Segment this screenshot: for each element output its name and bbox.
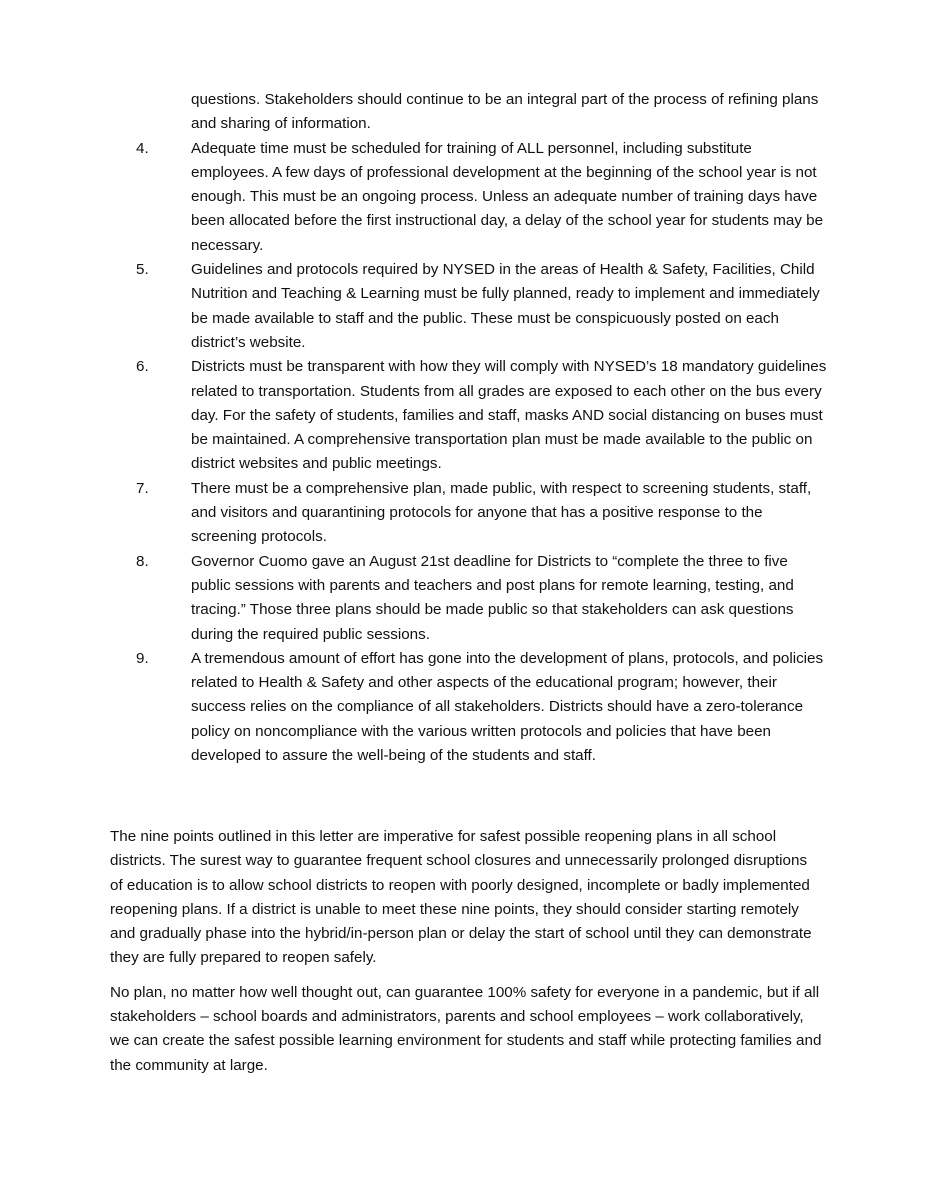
numbered-list [110,88,830,768]
list-item-number: 6. [136,358,149,376]
list-item-text: A tremendous amount of effort has gone into the development of plans, protocols, and policies related to Health & Safety and other aspects of the educational program; however, their success relies on the compliance of all stakeholders. Districts should have a zero-tolerance policy on noncompliance with the various written protocols and policies that have been developed to assure the well-being of the students and staff. [191,649,824,765]
list-item-text: Districts must be transparent with how they will comply with NYSED’s 18 mandatory guidelines related to transportation. Students from all grades are exposed to each other on the bus every day. For the safety of students, families and staff, masks AND social distancing on buses must be maintained. A comprehensive transportation plan must be made available to the public on district websites and public meetings. [191,358,827,473]
list-item-8 [110,550,830,647]
list-item-9 [110,647,830,768]
list-item-number: 4. [136,139,149,157]
list-item-text: Guidelines and protocols required by NYSED in the areas of Health & Safety, Facilities, Child Nutrition and Teaching & Learning must be fully planned, ready to implement and immediately be made available to staff and the public. These must be conspicuously posted on each district’s website. [191,261,820,351]
list-item-number: 5. [136,261,149,279]
list-item-number: 8. [136,552,149,570]
list-item-number: 9. [136,649,149,667]
list-item-5 [110,258,830,355]
closing-section [110,825,822,1088]
list-item-text: questions. Stakeholders should continue to be an integral part of the process of refining plans and sharing of information. [191,91,819,133]
list-item-7 [110,477,830,550]
list-item-text: Governor Cuomo gave an August 21st deadline for Districts to “complete the three to five public sessions with parents and teachers and post plans for remote learning, testing, and tracing.” Those three plans should be made public so that stakeholders can ask questions during the required public sessions. [191,552,794,643]
list-item-4 [110,137,830,258]
list-item-text: There must be a comprehensive plan, made public, with respect to screening students, staff, and visitors and quarantining protocols for anyone that has a positive response to the screening protocols. [191,479,812,546]
list-item-text: Adequate time must be scheduled for training of ALL personnel, including substitute employees. A few days of professional development at the beginning of the school year is not enough. This must be an ongoing process. Unless an adequate number of training days have been allocated before the first instructional day, a delay of the school year for students may be necessary. [191,139,824,254]
list-item-number: 7. [136,479,149,497]
list-item-continuation [110,88,830,137]
list-item-6 [110,355,830,476]
closing-paragraph-2: No plan, no matter how well thought out, can guarantee 100% safety for everyone in a pandemic, but if all stakeholders – school boards and administrators, parents and school employees – work collaboratively, we can create the safest possible learning environment for students and staff while protecting families and the community at large. [110,983,822,1074]
closing-paragraph-1: The nine points outlined in this letter are imperative for safest possible reopening plans in all school districts. The surest way to guarantee frequent school closures and unnecessarily prolonged disruptions of education is to allow school districts to reopen with poorly designed, incomplete or badly implemented reopening plans. If a district is unable to meet these nine points, they should consider starting remotely and gradually phase into the hybrid/in-person plan or delay the start of school until they can demonstrate they are fully prepared to reopen safely. [110,828,812,967]
